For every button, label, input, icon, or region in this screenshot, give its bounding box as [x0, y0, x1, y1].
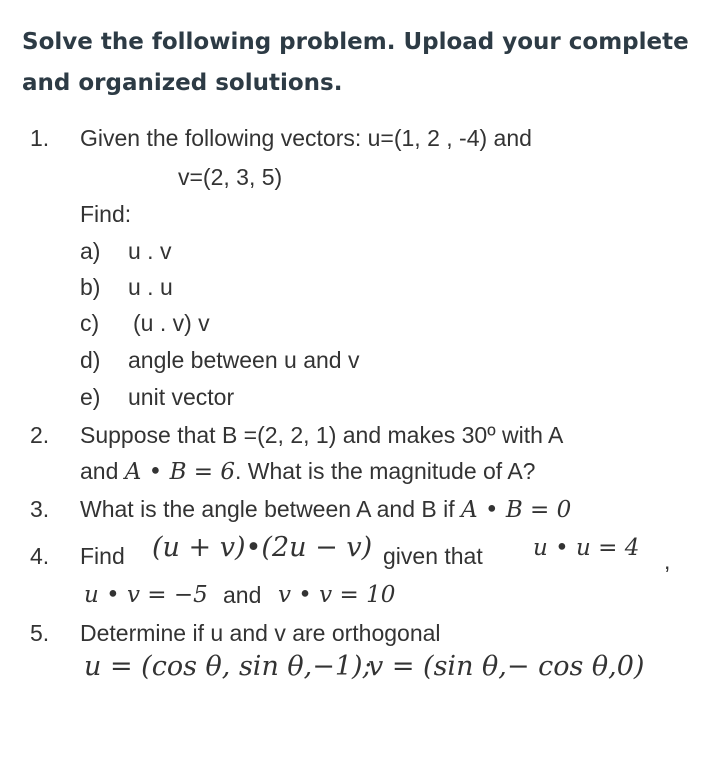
part-e-label: e) [80, 384, 101, 410]
part-a-text: u . v [128, 238, 172, 264]
problem-3-equation: A • B = 0 [461, 497, 572, 523]
problem-2-line-2 [80, 456, 535, 487]
problem-4-expression: (u + v)•(2u − v) [152, 532, 373, 563]
problem-4-number: 4. [30, 543, 50, 569]
problem-2-question: . What is the magnitude of A? [235, 458, 536, 484]
problem-1-text: Given the following vectors: u=(1, 2 , -4) and [80, 125, 532, 151]
part-b-text: u . u [128, 274, 173, 300]
problem-4-condition-vv: v • v = 10 [278, 582, 396, 608]
problem-2-and: and [80, 458, 119, 484]
problem-3-number: 3. [30, 496, 50, 522]
problem-5-vector-v: v = (sin θ,− cos θ,0) [368, 651, 645, 682]
heading [22, 22, 702, 104]
problem-4-condition-uv: u • v = −5 [84, 582, 208, 608]
problem-1-find-label: Find: [80, 201, 132, 227]
part-c-label: c) [80, 310, 100, 336]
problem-2-number: 2. [30, 422, 50, 448]
part-d-text: angle between u and v [128, 347, 360, 373]
problem-1-number: 1. [30, 125, 50, 151]
problem-4-condition-uu: u • u = 4 [533, 535, 640, 561]
problem-2-text: Suppose that B =(2, 2, 1) and makes 30º with A [80, 422, 564, 448]
part-d-label: d) [80, 347, 101, 373]
problem-3-line [80, 494, 571, 525]
problem-4-and: and [223, 582, 262, 608]
problem-4-find: Find [80, 543, 125, 569]
part-a-label: a) [80, 238, 101, 264]
part-b-label: b) [80, 274, 101, 300]
problem-5-vector-u: u = (cos θ, sin θ,−1); [84, 651, 372, 682]
heading-line-2: and organized solutions. [22, 70, 343, 96]
problem-4-comma: , [664, 548, 671, 574]
part-c-text: (u . v) v [133, 310, 210, 336]
problem-5-number: 5. [30, 620, 50, 646]
problem-2-dot-product-equation: A • B = 6 [124, 459, 235, 485]
problem-3-text: What is the angle between A and B if [80, 496, 455, 522]
problem-4-given-that: given that [383, 543, 483, 569]
part-e-text: unit vector [128, 384, 235, 410]
problem-1-vector-v: v=(2, 3, 5) [178, 164, 283, 190]
heading-line-1: Solve the following problem. Upload your complete [22, 29, 689, 55]
problem-5-text: Determine if u and v are orthogonal [80, 620, 441, 646]
